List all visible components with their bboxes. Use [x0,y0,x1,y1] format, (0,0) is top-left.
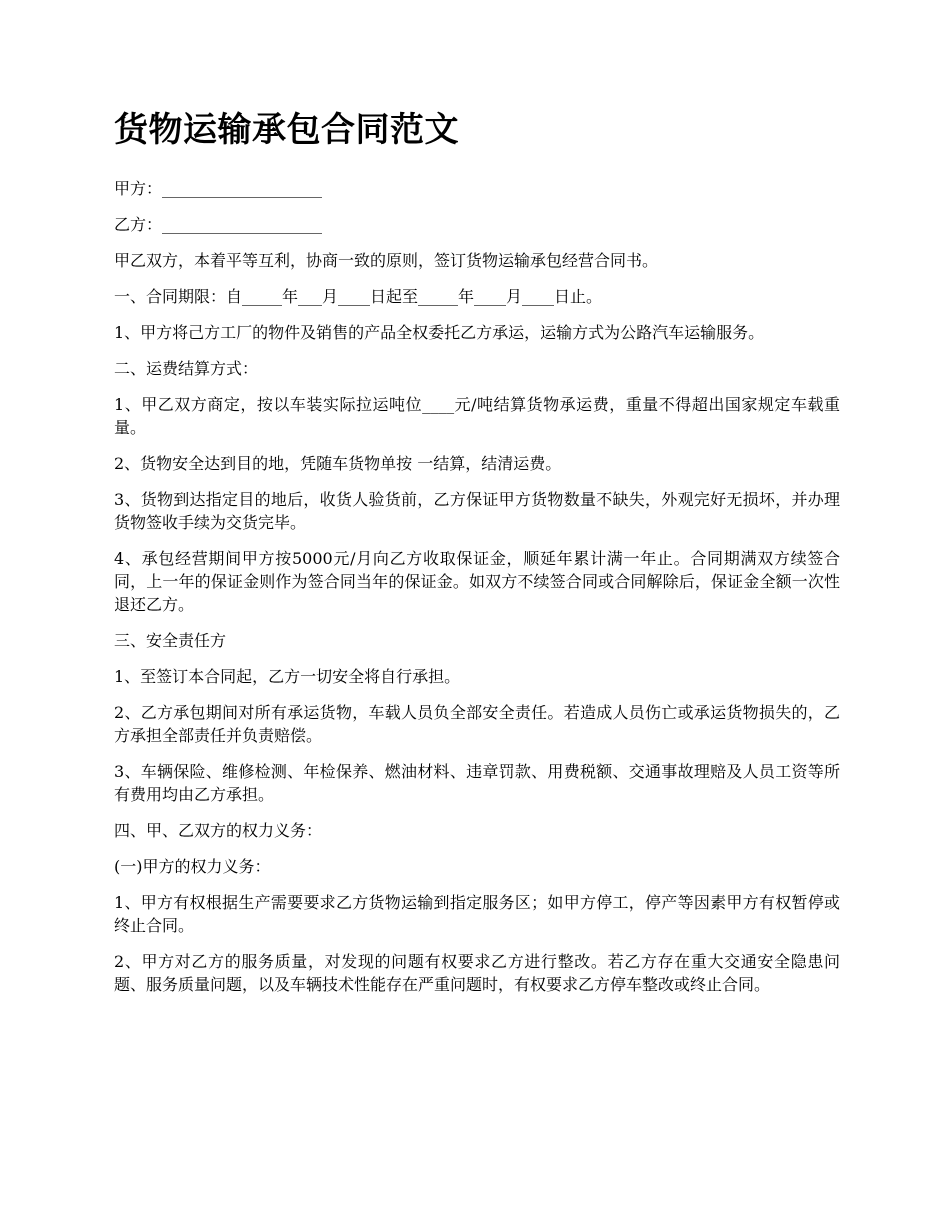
clause-paragraph: 1、甲方有权根据生产需要要求乙方货物运输到指定服务区；如甲方停工，停产等因素甲方有权暂停或终止合同。 [114,892,840,935]
section-heading-rights: 四、甲、乙双方的权力义务： [114,820,323,840]
clause-paragraph: 2、甲方对乙方的服务质量，对发现的问题有权要求乙方进行整改。若乙方存在重大交通安全隐患问题、服务质量问题，以及车辆技术性能存在严重问题时，有权要求乙方停车整改或终止合同。 [114,951,840,994]
intro-paragraph: 甲乙双方，本着平等互利，协商一致的原则，签订货物运输承包经营合同书。 [114,250,659,270]
clause-paragraph: 3、货物到达指定目的地后，收货人验货前，乙方保证甲方货物数量不缺失，外观完好无损坏，并办理货物签收手续为交货完毕。 [114,489,840,532]
document-page [114,110,840,1009]
document-title: 货物运输承包合同范文 [114,110,459,150]
clause-paragraph: 1、至签订本合同起，乙方一切安全将自行承担。 [114,666,461,686]
clause-paragraph: 3、车辆保险、维修检测、年检保养、燃油材料、违章罚款、用费税额、交通事故理赔及人员工资等所有费用均由乙方承担。 [114,761,840,804]
clause-paragraph: 1、甲乙双方商定，按以车装实际拉运吨位____元/吨结算货物承运费，重量不得超出国家规定车载重量。 [114,394,840,437]
section-heading-freight: 二、运费结算方式： [114,358,259,378]
party-b-line: 乙方：____________________ [114,214,323,234]
section-heading-safety: 三、安全责任方 [114,630,227,650]
section-heading-term: 一、合同期限：自_____年___月____日起至_____年____月____日止。 [114,286,603,306]
clause-paragraph: 1、甲方将己方工厂的物件及销售的产品全权委托乙方承运，运输方式为公路汽车运输服务。 [114,322,765,342]
clause-paragraph: 2、货物安全达到目的地，凭随车货物单按 一结算，结清运费。 [114,453,562,473]
clause-paragraph: 2、乙方承包期间对所有承运货物，车载人员负全部安全责任。若造成人员伤亡或承运货物损失的，乙方承担全部责任并负责赔偿。 [114,702,840,745]
clause-paragraph: 4、承包经营期间甲方按5000元/月向乙方收取保证金，顺延年累计满一年止。合同期满双方续签合同，上一年的保证金则作为签合同当年的保证金。如双方不续签合同或合同解除后，保证金全额一次性退还乙方。 [114,548,840,614]
subsection-heading: (一)甲方的权力义务： [114,856,271,876]
party-a-line: 甲方：____________________ [114,178,323,198]
